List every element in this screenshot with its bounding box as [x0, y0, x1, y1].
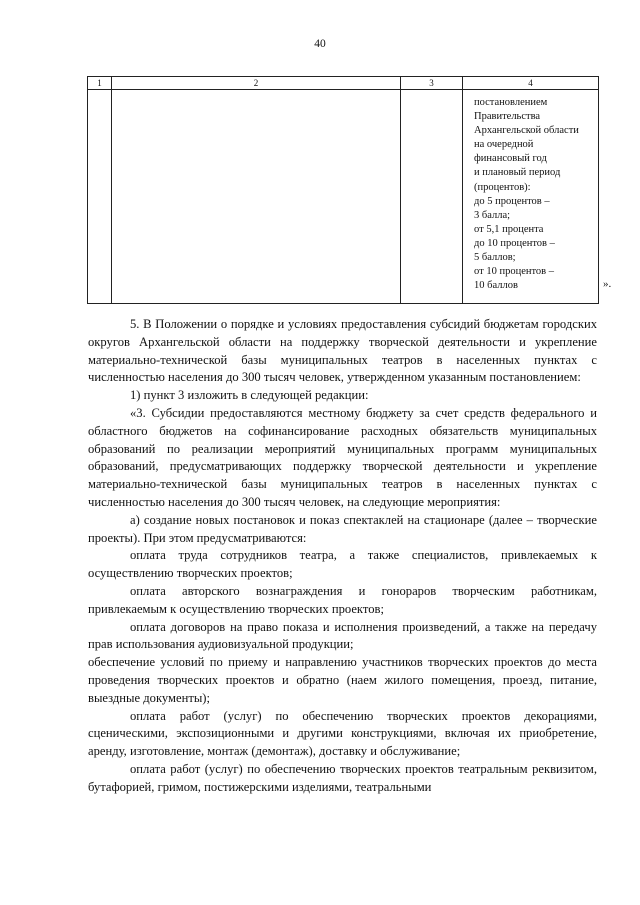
cell-line: от 10 процентов – — [474, 266, 555, 278]
column-number-2: 2 — [112, 77, 401, 90]
cell-line: Правительства — [474, 111, 541, 123]
column-number-1: 1 — [88, 77, 112, 90]
cell-line: до 10 процентов – — [474, 237, 555, 249]
continuation-table — [87, 76, 599, 304]
column-number-3: 3 — [401, 77, 463, 90]
table-cell-col1 — [88, 90, 112, 304]
paragraph: оплата труда сотрудников театра, а также специалистов, привлекаемых к осуществлению творческих проектов; — [88, 548, 597, 581]
cell-line: 5 баллов; — [474, 252, 516, 264]
body-text — [88, 316, 597, 797]
table-cell-col3 — [401, 90, 463, 304]
paragraph: оплата авторского вознаграждения и гонораров творческим работникам, привлекаемым к осуществлению творческих проектов; — [88, 583, 597, 616]
page-number: 40 — [314, 38, 326, 50]
paragraph: а) создание новых постановок и показ спектаклей на стационаре (далее – творческие проекты). При этом предусматриваются: — [88, 512, 597, 545]
cell-line: финансовый год — [474, 153, 547, 165]
closing-quote: ». — [603, 278, 612, 290]
paragraph: 5. В Положении о порядке и условиях предоставления субсидий бюджетам городских округов Архангельской области на поддержку творческой деятельности и укрепление материально-технической базы муниципальных театров в населенных пунктах с численностью населения до 300 тысяч человек, утвержденном указанным постановлением: — [88, 317, 597, 385]
cell-line: до 5 процентов – — [474, 195, 550, 207]
table-cell-col2 — [112, 90, 401, 304]
paragraph: «3. Субсидии предоставляются местному бюджету за счет средств федерального и областного бюджетов на софинансирование расходных обязательств муниципальных образований по реализации мероприятий муниципальных программ муниципальных образований, предусматривающих поддержку творческой деятельности и укрепление материально-технической базы муниципальных театров в населенных пунктах с численностью населения до 300 тысяч человек, на следующие мероприятия: — [88, 405, 597, 509]
paragraph: обеспечение условий по приему и направлению участников творческих проектов до места проведения творческих проектов и обратно (наем жилого помещения, проезд, питание, выездные документы); — [88, 655, 597, 705]
table-cell-col4 — [463, 90, 599, 304]
cell-line: постановлением — [474, 97, 548, 108]
paragraph: оплата работ (услуг) по обеспечению творческих проектов театральным реквизитом, бутафорией, гримом, постижерскими изделиями, театральными — [88, 761, 597, 794]
cell-line: Архангельской области — [474, 125, 579, 137]
paragraph: оплата договоров на право показа и исполнения произведений, а также на передачу прав использования аудиовизуальной продукции; — [88, 619, 597, 652]
paragraph: 1) пункт 3 изложить в следующей редакции: — [130, 388, 369, 403]
paragraph: оплата работ (услуг) по обеспечению творческих проектов декорациями, сценическими, экспозиционными и другими конструкциями, включая их приобретение, аренду, изготовление, монтаж (демонтаж), доставку и обслуживание; — [88, 708, 597, 759]
table-row — [88, 90, 599, 304]
table-header-row — [88, 77, 599, 90]
cell-line: на очередной — [474, 139, 534, 151]
cell-line: от 5,1 процента — [474, 223, 544, 235]
cell-line: и плановый период — [474, 167, 561, 179]
column-number-4: 4 — [463, 77, 599, 90]
cell-line: 3 балла; — [474, 209, 511, 221]
cell-line: (процентов): — [474, 181, 531, 193]
cell-line: 10 баллов — [474, 280, 518, 292]
